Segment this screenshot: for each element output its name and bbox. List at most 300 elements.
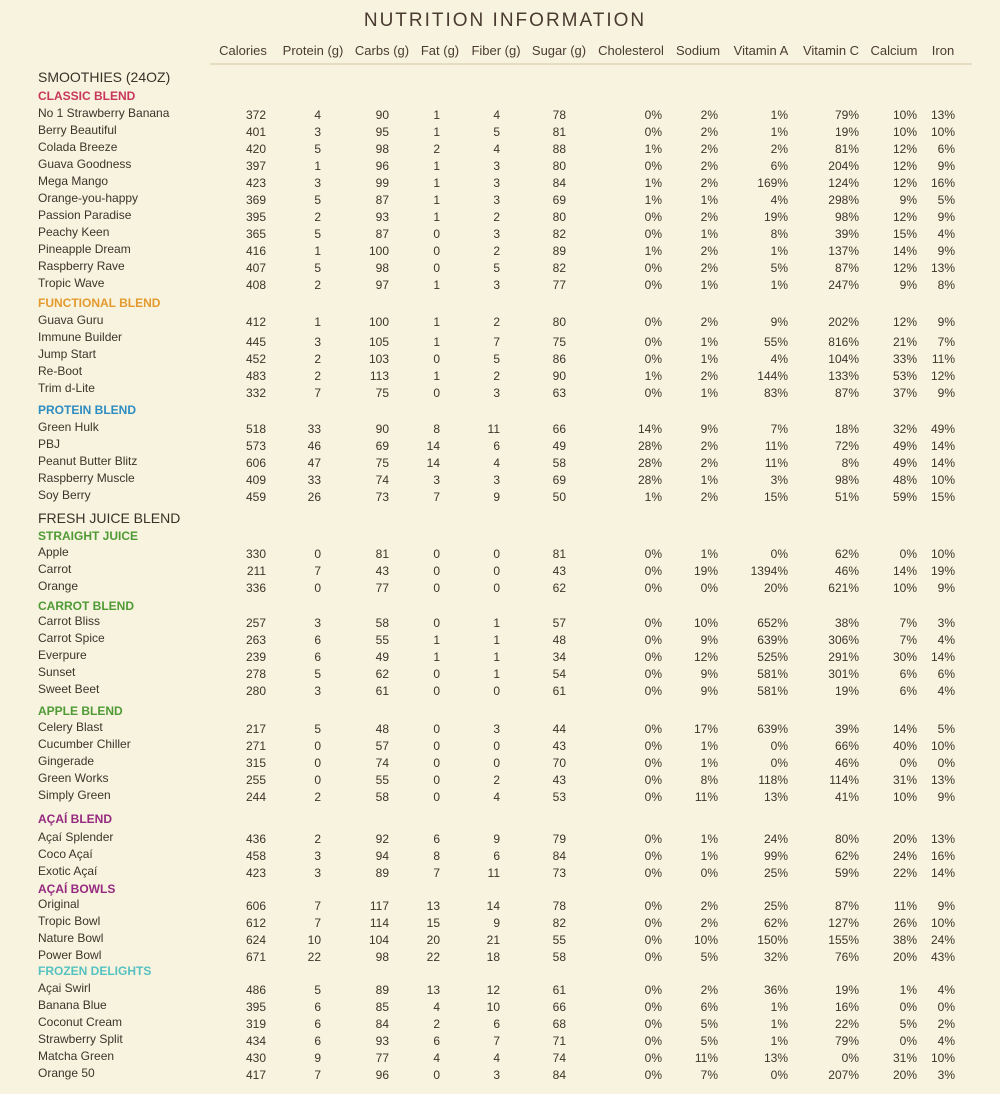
- value-cell: 7: [314, 564, 321, 578]
- value-cell: 1%: [644, 490, 662, 504]
- value-cell: 46: [307, 439, 321, 453]
- table-row: [0, 997, 1000, 1014]
- table-row: [0, 329, 1000, 349]
- table-row: [0, 863, 1000, 880]
- value-cell: 3: [493, 1068, 500, 1082]
- value-cell: 202%: [828, 315, 859, 329]
- value-cell: 58: [375, 616, 389, 630]
- value-cell: 5: [493, 125, 500, 139]
- value-cell: 5: [493, 352, 500, 366]
- value-cell: 5%: [899, 1017, 917, 1031]
- table-row: [0, 436, 1000, 453]
- value-cell: 2%: [937, 1017, 955, 1031]
- item-name: Immune Builder: [38, 330, 123, 344]
- value-cell: 46%: [834, 564, 859, 578]
- value-cell: 22: [426, 950, 440, 964]
- value-cell: 14%: [930, 650, 955, 664]
- value-cell: 0: [493, 684, 500, 698]
- value-cell: 3: [314, 125, 321, 139]
- value-cell: 0%: [644, 1000, 662, 1014]
- value-cell: 10%: [930, 547, 955, 561]
- value-cell: 1: [433, 335, 440, 349]
- value-cell: 278: [245, 667, 266, 681]
- table-row: [0, 224, 1000, 241]
- value-cell: 62%: [834, 547, 859, 561]
- value-cell: 81: [552, 547, 566, 561]
- value-cell: 452: [245, 352, 266, 366]
- value-cell: 244: [245, 790, 266, 804]
- value-cell: 1%: [770, 1034, 788, 1048]
- item-name: Jump Start: [38, 347, 97, 361]
- value-cell: 2: [493, 244, 500, 258]
- value-cell: 80: [552, 159, 566, 173]
- value-cell: 247%: [828, 278, 859, 292]
- value-cell: 9%: [937, 581, 955, 595]
- value-cell: 94: [375, 849, 389, 863]
- value-cell: 11%: [931, 352, 955, 366]
- value-cell: 32%: [763, 950, 788, 964]
- value-cell: 13%: [930, 261, 955, 275]
- value-cell: 61: [552, 684, 566, 698]
- value-cell: 48: [552, 633, 566, 647]
- value-cell: 19%: [930, 564, 955, 578]
- value-cell: 0: [433, 790, 440, 804]
- value-cell: 15: [426, 916, 440, 930]
- value-cell: 103: [368, 352, 389, 366]
- item-name: Berry Beautiful: [38, 123, 117, 137]
- value-cell: 49%: [892, 439, 917, 453]
- value-cell: 26: [307, 490, 321, 504]
- value-cell: 7%: [899, 633, 917, 647]
- value-cell: 0%: [644, 950, 662, 964]
- value-cell: 0: [493, 739, 500, 753]
- value-cell: 459: [245, 490, 266, 504]
- value-cell: 21%: [892, 335, 917, 349]
- value-cell: 50: [552, 490, 566, 504]
- value-cell: 0: [433, 684, 440, 698]
- table-row: [0, 105, 1000, 122]
- value-cell: 420: [245, 142, 266, 156]
- value-cell: 89: [552, 244, 566, 258]
- item-name: Original: [38, 897, 80, 911]
- value-cell: 3: [314, 866, 321, 880]
- item-name: Celery Blast: [38, 720, 103, 734]
- value-cell: 1%: [644, 369, 662, 383]
- value-cell: 4%: [937, 227, 955, 241]
- value-cell: 2%: [700, 456, 718, 470]
- value-cell: 31%: [892, 773, 917, 787]
- value-cell: 4%: [770, 352, 788, 366]
- value-cell: 48%: [892, 473, 917, 487]
- value-cell: 204%: [828, 159, 859, 173]
- value-cell: 7: [493, 335, 500, 349]
- value-cell: 75: [552, 335, 566, 349]
- value-cell: 0%: [644, 790, 662, 804]
- value-cell: 62%: [834, 849, 859, 863]
- value-cell: 1%: [644, 193, 662, 207]
- value-cell: 13: [426, 899, 440, 913]
- value-cell: 5%: [937, 193, 955, 207]
- value-cell: 13%: [930, 773, 955, 787]
- value-cell: 0: [493, 756, 500, 770]
- value-cell: 47: [307, 456, 321, 470]
- value-cell: 104: [368, 933, 389, 947]
- value-cell: 14%: [637, 422, 662, 436]
- item-name: Soy Berry: [38, 488, 91, 502]
- value-cell: 1%: [644, 142, 662, 156]
- table-row: [0, 139, 1000, 156]
- item-name: Green Hulk: [38, 420, 99, 434]
- value-cell: 6%: [700, 1000, 718, 1014]
- value-cell: 3: [493, 473, 500, 487]
- table-row: [0, 770, 1000, 787]
- value-cell: 0: [493, 547, 500, 561]
- column-header: Calories: [219, 43, 267, 58]
- value-cell: 1%: [899, 983, 917, 997]
- value-cell: 2: [433, 142, 440, 156]
- value-cell: 0%: [644, 386, 662, 400]
- value-cell: 21: [486, 933, 500, 947]
- value-cell: 57: [375, 739, 389, 753]
- value-cell: 3: [314, 176, 321, 190]
- value-cell: 0%: [644, 564, 662, 578]
- value-cell: 22: [307, 950, 321, 964]
- value-cell: 0%: [644, 1017, 662, 1031]
- value-cell: 124%: [828, 176, 859, 190]
- value-cell: 74: [375, 473, 389, 487]
- value-cell: 7: [314, 916, 321, 930]
- value-cell: 15%: [930, 490, 955, 504]
- value-cell: 48: [375, 722, 389, 736]
- value-cell: 92: [375, 832, 389, 846]
- value-cell: 9: [493, 490, 500, 504]
- value-cell: 9%: [937, 386, 955, 400]
- value-cell: 71: [552, 1034, 566, 1048]
- value-cell: 78: [552, 108, 566, 122]
- value-cell: 0%: [937, 1000, 955, 1014]
- section-title: FROZEN DELIGHTS: [38, 964, 152, 978]
- table-row: [0, 930, 1000, 947]
- value-cell: 77: [375, 1051, 389, 1065]
- value-cell: 12%: [892, 176, 917, 190]
- value-cell: 2: [314, 278, 321, 292]
- value-cell: 2%: [700, 108, 718, 122]
- value-cell: 1%: [700, 335, 718, 349]
- column-header: Carbs (g): [354, 43, 410, 58]
- value-cell: 19%: [834, 684, 859, 698]
- item-name: Carrot Bliss: [38, 614, 101, 628]
- value-cell: 14%: [892, 722, 917, 736]
- value-cell: 66: [552, 422, 566, 436]
- section-title: AÇAÍ BLEND: [38, 812, 112, 826]
- value-cell: 423: [245, 176, 266, 190]
- value-cell: 59%: [892, 490, 917, 504]
- value-cell: 6: [433, 1034, 440, 1048]
- value-cell: 24%: [930, 933, 955, 947]
- value-cell: 76%: [834, 950, 859, 964]
- value-cell: 87: [375, 227, 389, 241]
- value-cell: 6: [314, 650, 321, 664]
- value-cell: 13%: [930, 832, 955, 846]
- value-cell: 525%: [757, 650, 788, 664]
- value-cell: 1%: [770, 278, 788, 292]
- value-cell: 1%: [770, 1017, 788, 1031]
- value-cell: 105: [368, 335, 389, 349]
- value-cell: 14%: [892, 564, 917, 578]
- item-name: No 1 Strawberry Banana: [38, 106, 170, 120]
- value-cell: 90: [375, 422, 389, 436]
- table-row: [0, 453, 1000, 470]
- table-row: [0, 312, 1000, 329]
- table-row: [0, 647, 1000, 664]
- value-cell: 1%: [770, 244, 788, 258]
- value-cell: 79: [552, 832, 566, 846]
- value-cell: 0%: [644, 108, 662, 122]
- value-cell: 9%: [899, 193, 917, 207]
- value-cell: 0%: [644, 633, 662, 647]
- item-name: Exotic Açaí: [38, 864, 98, 878]
- value-cell: 28%: [637, 439, 662, 453]
- value-cell: 3: [314, 616, 321, 630]
- value-cell: 43: [552, 773, 566, 787]
- value-cell: 1%: [644, 244, 662, 258]
- item-name: Raspberry Muscle: [38, 471, 135, 485]
- value-cell: 34: [552, 650, 566, 664]
- section-title: FUNCTIONAL BLEND: [38, 296, 161, 310]
- value-cell: 0%: [644, 1068, 662, 1082]
- value-cell: 8%: [937, 278, 955, 292]
- value-cell: 434: [245, 1034, 266, 1048]
- value-cell: 408: [245, 278, 266, 292]
- value-cell: 10%: [892, 790, 917, 804]
- value-cell: 9%: [937, 315, 955, 329]
- value-cell: 19%: [763, 210, 788, 224]
- value-cell: 2%: [700, 369, 718, 383]
- value-cell: 2%: [700, 916, 718, 930]
- item-name: Apple: [38, 545, 69, 559]
- table-row: [0, 156, 1000, 173]
- value-cell: 0: [433, 1068, 440, 1082]
- value-cell: 82: [552, 261, 566, 275]
- value-cell: 87: [375, 193, 389, 207]
- value-cell: 14%: [930, 439, 955, 453]
- value-cell: 2%: [700, 439, 718, 453]
- section-title: STRAIGHT JUICE: [38, 529, 139, 543]
- section-title: CLASSIC BLEND: [38, 89, 136, 103]
- table-row: [0, 1014, 1000, 1031]
- value-cell: 5%: [700, 1017, 718, 1031]
- value-cell: 14: [426, 439, 440, 453]
- value-cell: 2%: [700, 159, 718, 173]
- value-cell: 1%: [700, 832, 718, 846]
- value-cell: 84: [552, 849, 566, 863]
- item-name: Orange: [38, 579, 79, 593]
- value-cell: 2%: [700, 490, 718, 504]
- value-cell: 11%: [694, 790, 718, 804]
- item-name: Strawberry Split: [38, 1032, 123, 1046]
- value-cell: 49%: [892, 456, 917, 470]
- value-cell: 7%: [937, 335, 955, 349]
- value-cell: 36%: [763, 983, 788, 997]
- value-cell: 11%: [694, 1051, 718, 1065]
- value-cell: 9%: [937, 159, 955, 173]
- item-name: Tropic Wave: [38, 276, 105, 290]
- value-cell: 483: [245, 369, 266, 383]
- value-cell: 1%: [700, 473, 718, 487]
- value-cell: 11: [487, 422, 500, 436]
- value-cell: 0%: [644, 650, 662, 664]
- value-cell: 87%: [834, 386, 859, 400]
- value-cell: 19%: [693, 564, 718, 578]
- value-cell: 20%: [892, 1068, 917, 1082]
- value-cell: 0: [433, 722, 440, 736]
- value-cell: 2: [314, 210, 321, 224]
- value-cell: 25%: [763, 866, 788, 880]
- value-cell: 430: [245, 1051, 266, 1065]
- value-cell: 0%: [899, 547, 917, 561]
- page-title: NUTRITION INFORMATION: [363, 10, 647, 31]
- value-cell: 31%: [892, 1051, 917, 1065]
- value-cell: 0%: [644, 352, 662, 366]
- value-cell: 315: [245, 756, 266, 770]
- value-cell: 70: [552, 756, 566, 770]
- value-cell: 5: [314, 983, 321, 997]
- item-name: Carrot Spice: [38, 631, 105, 645]
- value-cell: 86: [552, 352, 566, 366]
- value-cell: 12%: [892, 261, 917, 275]
- value-cell: 18: [486, 950, 500, 964]
- value-cell: 54: [552, 667, 566, 681]
- value-cell: 0%: [644, 832, 662, 846]
- value-cell: 32%: [892, 422, 917, 436]
- value-cell: 87%: [834, 899, 859, 913]
- section-title: PROTEIN BLEND: [38, 403, 137, 417]
- value-cell: 81%: [834, 142, 859, 156]
- value-cell: 1%: [700, 386, 718, 400]
- value-cell: 486: [245, 983, 266, 997]
- value-cell: 43: [552, 739, 566, 753]
- value-cell: 44: [552, 722, 566, 736]
- value-cell: 6%: [770, 159, 788, 173]
- value-cell: 1%: [700, 849, 718, 863]
- value-cell: 4%: [937, 1034, 955, 1048]
- value-cell: 5: [314, 667, 321, 681]
- value-cell: 30%: [892, 650, 917, 664]
- value-cell: 0: [433, 261, 440, 275]
- value-cell: 1: [433, 650, 440, 664]
- value-cell: 9%: [700, 633, 718, 647]
- value-cell: 1: [314, 244, 321, 258]
- value-cell: 1%: [700, 227, 718, 241]
- value-cell: 395: [245, 210, 266, 224]
- value-cell: 9: [314, 1051, 321, 1065]
- value-cell: 3: [493, 193, 500, 207]
- value-cell: 6%: [899, 667, 917, 681]
- value-cell: 1%: [770, 1000, 788, 1014]
- value-cell: 20%: [763, 581, 788, 595]
- value-cell: 6: [314, 1000, 321, 1014]
- value-cell: 5: [314, 227, 321, 241]
- table-row: [0, 258, 1000, 275]
- table-row: [0, 346, 1000, 366]
- value-cell: 12%: [930, 369, 955, 383]
- value-cell: 79%: [834, 108, 859, 122]
- item-name: Re-Boot: [38, 364, 83, 378]
- value-cell: 38%: [834, 616, 859, 630]
- value-cell: 0%: [644, 849, 662, 863]
- value-cell: 84: [552, 176, 566, 190]
- value-cell: 5%: [700, 950, 718, 964]
- value-cell: 39%: [834, 722, 859, 736]
- value-cell: 28%: [637, 473, 662, 487]
- value-cell: 58: [552, 456, 566, 470]
- table-row: [0, 363, 1000, 383]
- column-header: Iron: [931, 43, 955, 58]
- value-cell: 2%: [700, 176, 718, 190]
- value-cell: 90: [375, 108, 389, 122]
- value-cell: 133%: [828, 369, 859, 383]
- value-cell: 49: [375, 650, 389, 664]
- table-row: [0, 207, 1000, 224]
- value-cell: 1: [433, 369, 440, 383]
- value-cell: 1: [433, 633, 440, 647]
- value-cell: 51%: [834, 490, 859, 504]
- value-cell: 4: [433, 1051, 440, 1065]
- value-cell: 9%: [700, 667, 718, 681]
- value-cell: 3: [493, 176, 500, 190]
- value-cell: 43: [375, 564, 389, 578]
- value-cell: 0: [433, 756, 440, 770]
- value-cell: 14%: [930, 866, 955, 880]
- value-cell: 0%: [700, 581, 718, 595]
- item-name: Peachy Keen: [38, 225, 110, 239]
- value-cell: 99: [375, 176, 389, 190]
- value-cell: 621%: [828, 581, 859, 595]
- value-cell: 401: [245, 125, 266, 139]
- value-cell: 114: [369, 916, 389, 930]
- value-cell: 412: [245, 315, 266, 329]
- value-cell: 13: [426, 983, 440, 997]
- value-cell: 1: [433, 176, 440, 190]
- value-cell: 2%: [700, 983, 718, 997]
- value-cell: 301%: [828, 667, 859, 681]
- value-cell: 1: [433, 159, 440, 173]
- item-name: PBJ: [38, 437, 61, 451]
- value-cell: 332: [245, 386, 266, 400]
- value-cell: 2: [493, 210, 500, 224]
- value-cell: 16%: [930, 849, 955, 863]
- value-cell: 16%: [834, 1000, 859, 1014]
- value-cell: 0: [314, 773, 321, 787]
- value-cell: 319: [245, 1017, 266, 1031]
- value-cell: 81: [375, 547, 389, 561]
- value-cell: 1: [433, 315, 440, 329]
- value-cell: 0: [433, 352, 440, 366]
- value-cell: 104%: [828, 352, 859, 366]
- value-cell: 4%: [937, 684, 955, 698]
- value-cell: 98%: [834, 473, 859, 487]
- value-cell: 5: [314, 142, 321, 156]
- value-cell: 0%: [899, 1000, 917, 1014]
- value-cell: 73: [552, 866, 566, 880]
- value-cell: 0%: [899, 1034, 917, 1048]
- value-cell: 3: [493, 278, 500, 292]
- column-header: Fiber (g): [471, 43, 521, 58]
- value-cell: 72%: [834, 439, 859, 453]
- value-cell: 6: [433, 832, 440, 846]
- value-cell: 1%: [700, 739, 718, 753]
- value-cell: 11%: [893, 899, 917, 913]
